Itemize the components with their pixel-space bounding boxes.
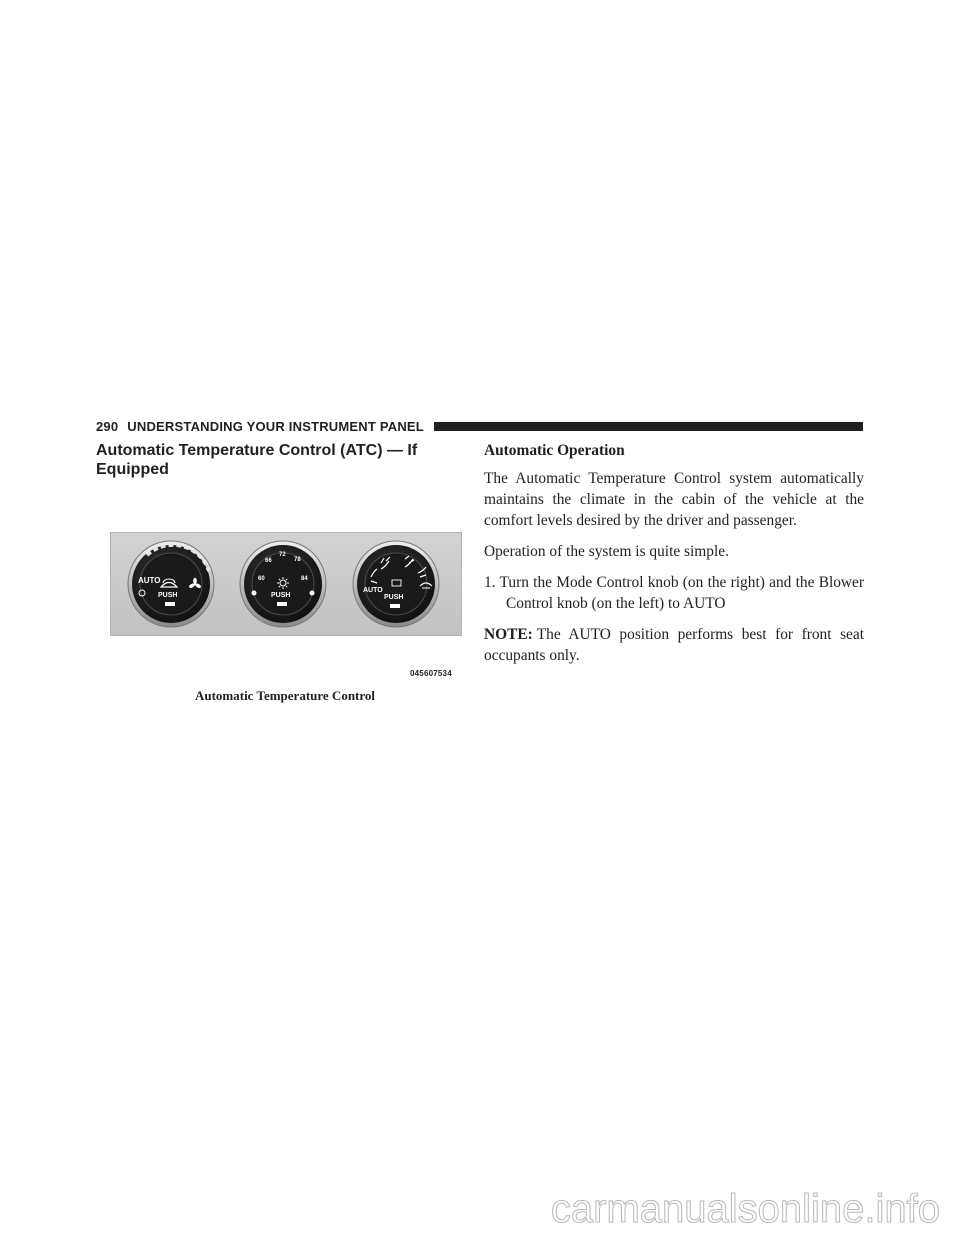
mode-push-label: PUSH [384,594,404,601]
list-item: 1. Turn the Mode Control knob (on the right) and the Blower Control knob (on the left) to AUTO [484,574,864,612]
temp-72-label: 72 [279,552,286,558]
body-paragraph: The Automatic Temperature Control system automatically maintains the climate in the cabin of the vehicle at the comfort levels desired by the driver and passenger. [484,470,864,529]
figure-caption: Automatic Temperature Control [194,688,376,703]
indicator-bar-icon [165,602,175,606]
temp-78-label: 78 [294,557,301,563]
temp-indicator-bar-icon [277,602,287,606]
note-paragraph [484,624,864,666]
section-title: UNDERSTANDING YOUR INSTRUMENT PANEL [127,418,424,434]
blower-auto-label: AUTO [138,576,161,585]
right-column [484,440,864,676]
subsection-heading: Automatic Operation [484,442,625,459]
right-dot-icon [310,591,315,596]
mode-indicator-bar-icon [390,604,400,608]
page-number: 290 [96,418,119,434]
temperature-knob [240,541,326,627]
header-rule [434,422,863,431]
left-dot-icon [252,591,257,596]
blower-push-label: PUSH [158,592,178,599]
note-text: The AUTO position performs best for front seat occupants only. [484,626,864,664]
atc-figure [110,532,462,636]
mode-knob [353,541,439,627]
note-label: NOTE: [484,626,533,643]
temp-60-label: 60 [258,576,265,582]
temp-66-label: 66 [265,558,272,564]
temp-84-label: 84 [301,576,308,582]
blower-knob [128,541,214,627]
page-header [96,416,863,436]
section-heading: Automatic Temperature Control (ATC) — If Equipped [96,442,418,478]
figure-code: 045607534 [410,669,452,678]
watermark: carmanualsonline.info [550,1187,940,1231]
mode-auto-label: AUTO [363,587,383,594]
body-paragraph-simple: Operation of the system is quite simple. [484,543,729,560]
atc-panel-illustration [111,533,461,635]
temp-push-label: PUSH [271,592,291,599]
